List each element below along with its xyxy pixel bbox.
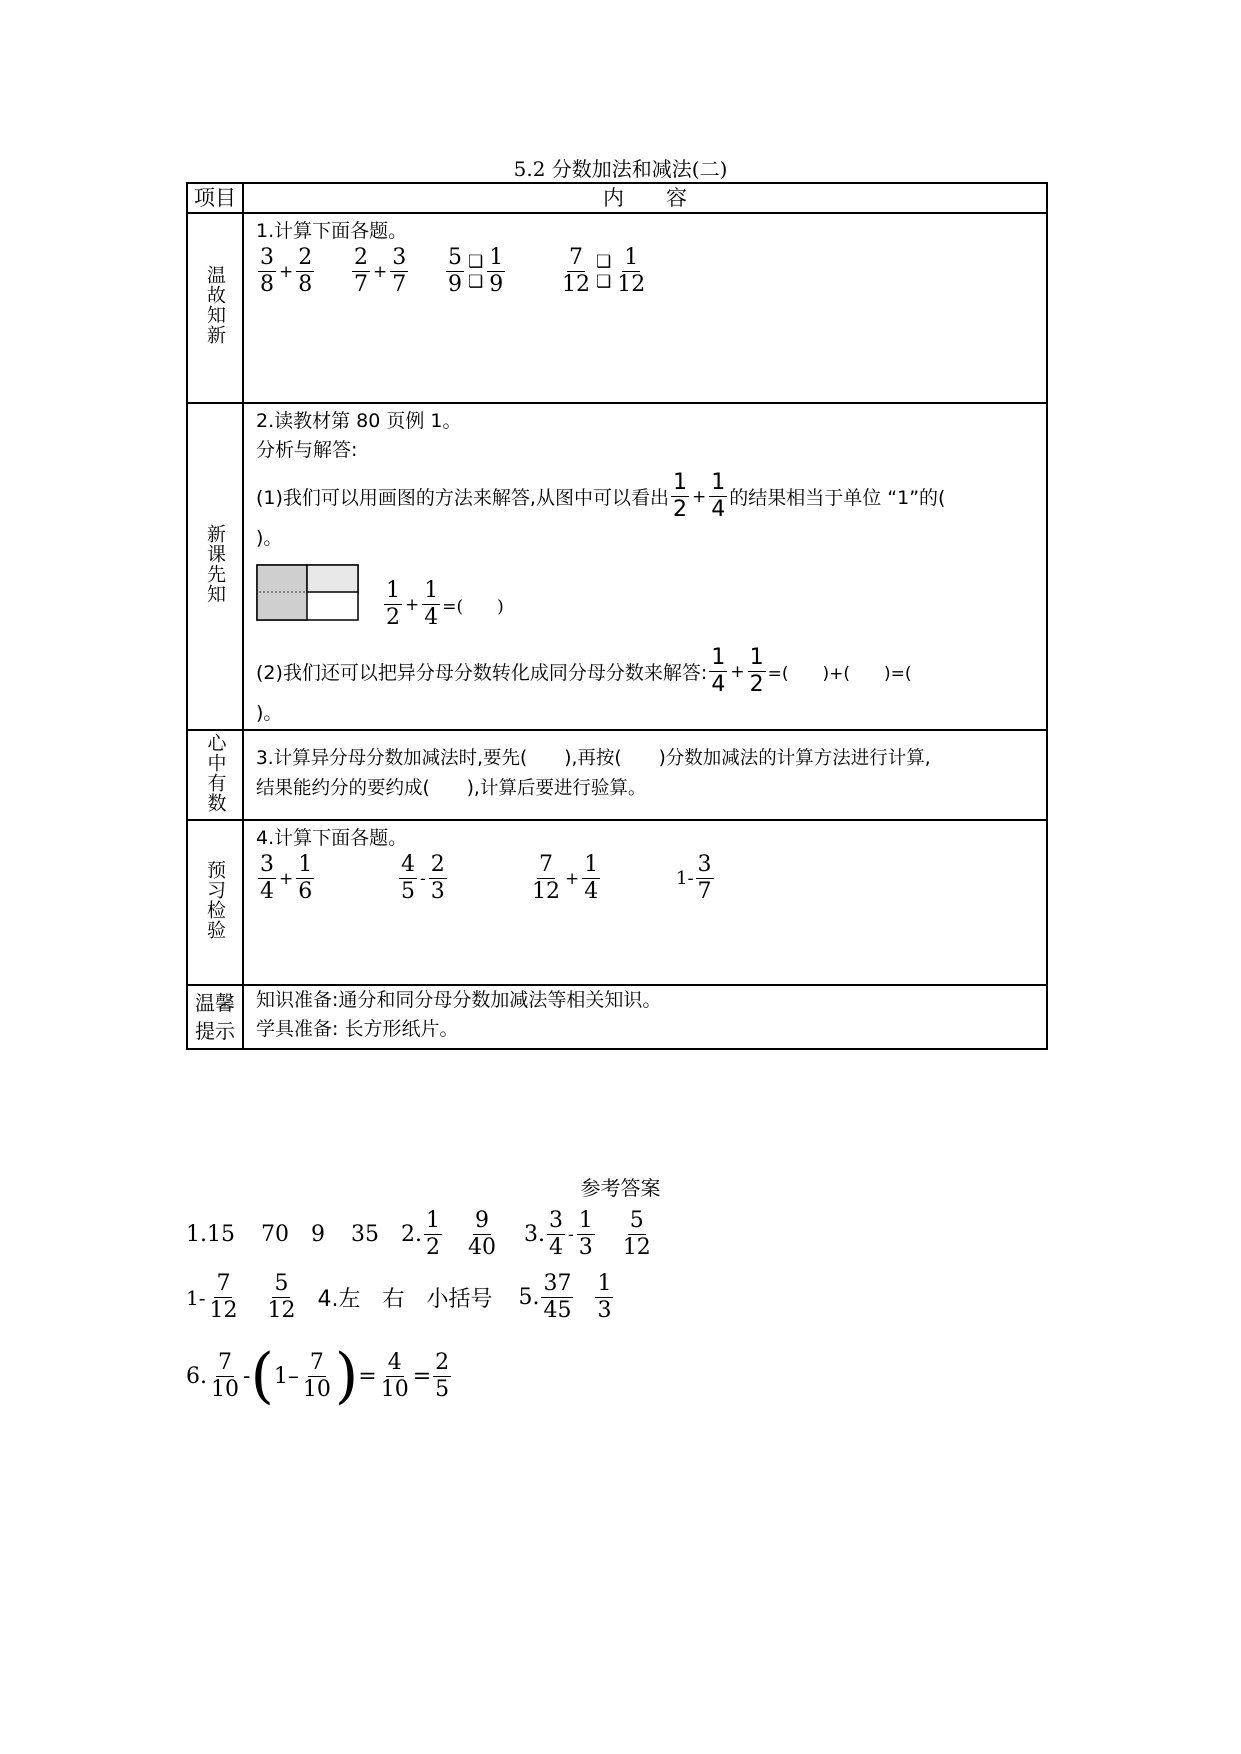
header-col-project: 项目: [187, 183, 243, 213]
q3-line2: 结果能约分的要约成( ),计算后要进行验算。: [256, 778, 647, 799]
section-label-key-points: 心中有数: [187, 730, 243, 820]
q4-expr-4: 1- $\frac{3}{7}$: [676, 852, 712, 904]
q4-expr-2: $\frac{4}{5}$ - $\frac{2}{3}$: [401, 852, 445, 904]
q1-expr-1: $\frac{3}{8}$ + $\frac{2}{8}$: [260, 245, 313, 297]
q4-expr-3: $\frac{7}{12}$ + $\frac{1}{4}$: [532, 852, 599, 904]
q2-part2: (2)我们还可以把异分母分数转化成同分母分数来解答: $\frac{1}{4}$ + $\frac{1}{2}$ =( )+( )=(: [256, 645, 912, 697]
quarter-shaded: [307, 565, 358, 592]
question-4-prompt: 4.计算下面各题。: [256, 827, 408, 849]
q4-expr-1: $\frac{3}{4}$ + $\frac{1}{6}$: [260, 852, 313, 904]
answers-title: 参考答案: [580, 1176, 661, 1200]
worksheet-table: [186, 182, 1048, 1050]
tips-line1: 知识准备:通分和同分母分数加减法等相关知识。: [256, 989, 662, 1011]
q2-part1-end: )。: [256, 527, 283, 549]
section-content-new-lesson: [243, 403, 1047, 730]
answers-row-1: 1.15 70 9 35 2. $\frac{1}{2}$ $\frac{9}{40}$ 3. $\frac{3}{4}$ - $\frac{1}{3}$ $\frac{5}{12}$: [186, 1208, 651, 1260]
answers-row-3: 6. $\frac{7}{10}$ - ( 1 – $\frac{7}{10}$ ) = $\frac{4}{10}$ = $\frac{2}{5}$: [186, 1341, 450, 1411]
q2-part1: (1)我们可以用画图的方法来解答,从图中可以看出 $\frac{1}{2}$ + $\frac{1}{4}$ 的结果相当于单位 “1”的(: [256, 470, 946, 522]
q2-part2-end: )。: [256, 702, 283, 724]
q1-expr-3: $\frac{5}{9}$ ❑ ❑ $\frac{1}{9}$: [448, 245, 504, 297]
page-title: 5.2 分数加法和减法(二): [513, 157, 728, 181]
diagram-equation: $\frac{1}{2}$ + $\frac{1}{4}$ =( ): [386, 578, 504, 630]
section-label-review: 温故知新: [187, 213, 243, 403]
rectangle-diagram: [256, 564, 360, 622]
section-content-tips: [243, 985, 1047, 1049]
q1-expr-2: $\frac{2}{7}$ + $\frac{3}{7}$: [354, 245, 407, 297]
answers-row-2: 1- $\frac{7}{12}$ $\frac{5}{12}$ 4.左 右 小括号 5. $\frac{37}{45}$ $\frac{1}{3}$: [186, 1271, 612, 1323]
header-col-content: 内 容: [243, 183, 1047, 213]
section-label-new-lesson: 新课先知: [187, 403, 243, 730]
section-label-tips: 温馨 提示: [187, 985, 243, 1049]
analysis-label: 分析与解答:: [256, 439, 358, 461]
section-content-review: [243, 213, 1047, 403]
section-label-preview-check: 预习检验: [187, 820, 243, 985]
question-1-prompt: 1.计算下面各题。: [256, 220, 408, 242]
q3-line1: 3.计算异分母分数加减法时,要先( ),再按( )分数加减法的计算方法进行计算,: [256, 748, 931, 769]
q1-expr-4: $\frac{7}{12}$ ❑ ❑ $\frac{1}{12}$: [562, 245, 646, 297]
tips-line2: 学具准备: 长方形纸片。: [256, 1018, 459, 1040]
section-content-preview-check: [243, 820, 1047, 985]
section-content-key-points: [243, 730, 1047, 820]
question-2-prompt: 2.读教材第 80 页例 1。: [256, 410, 462, 432]
